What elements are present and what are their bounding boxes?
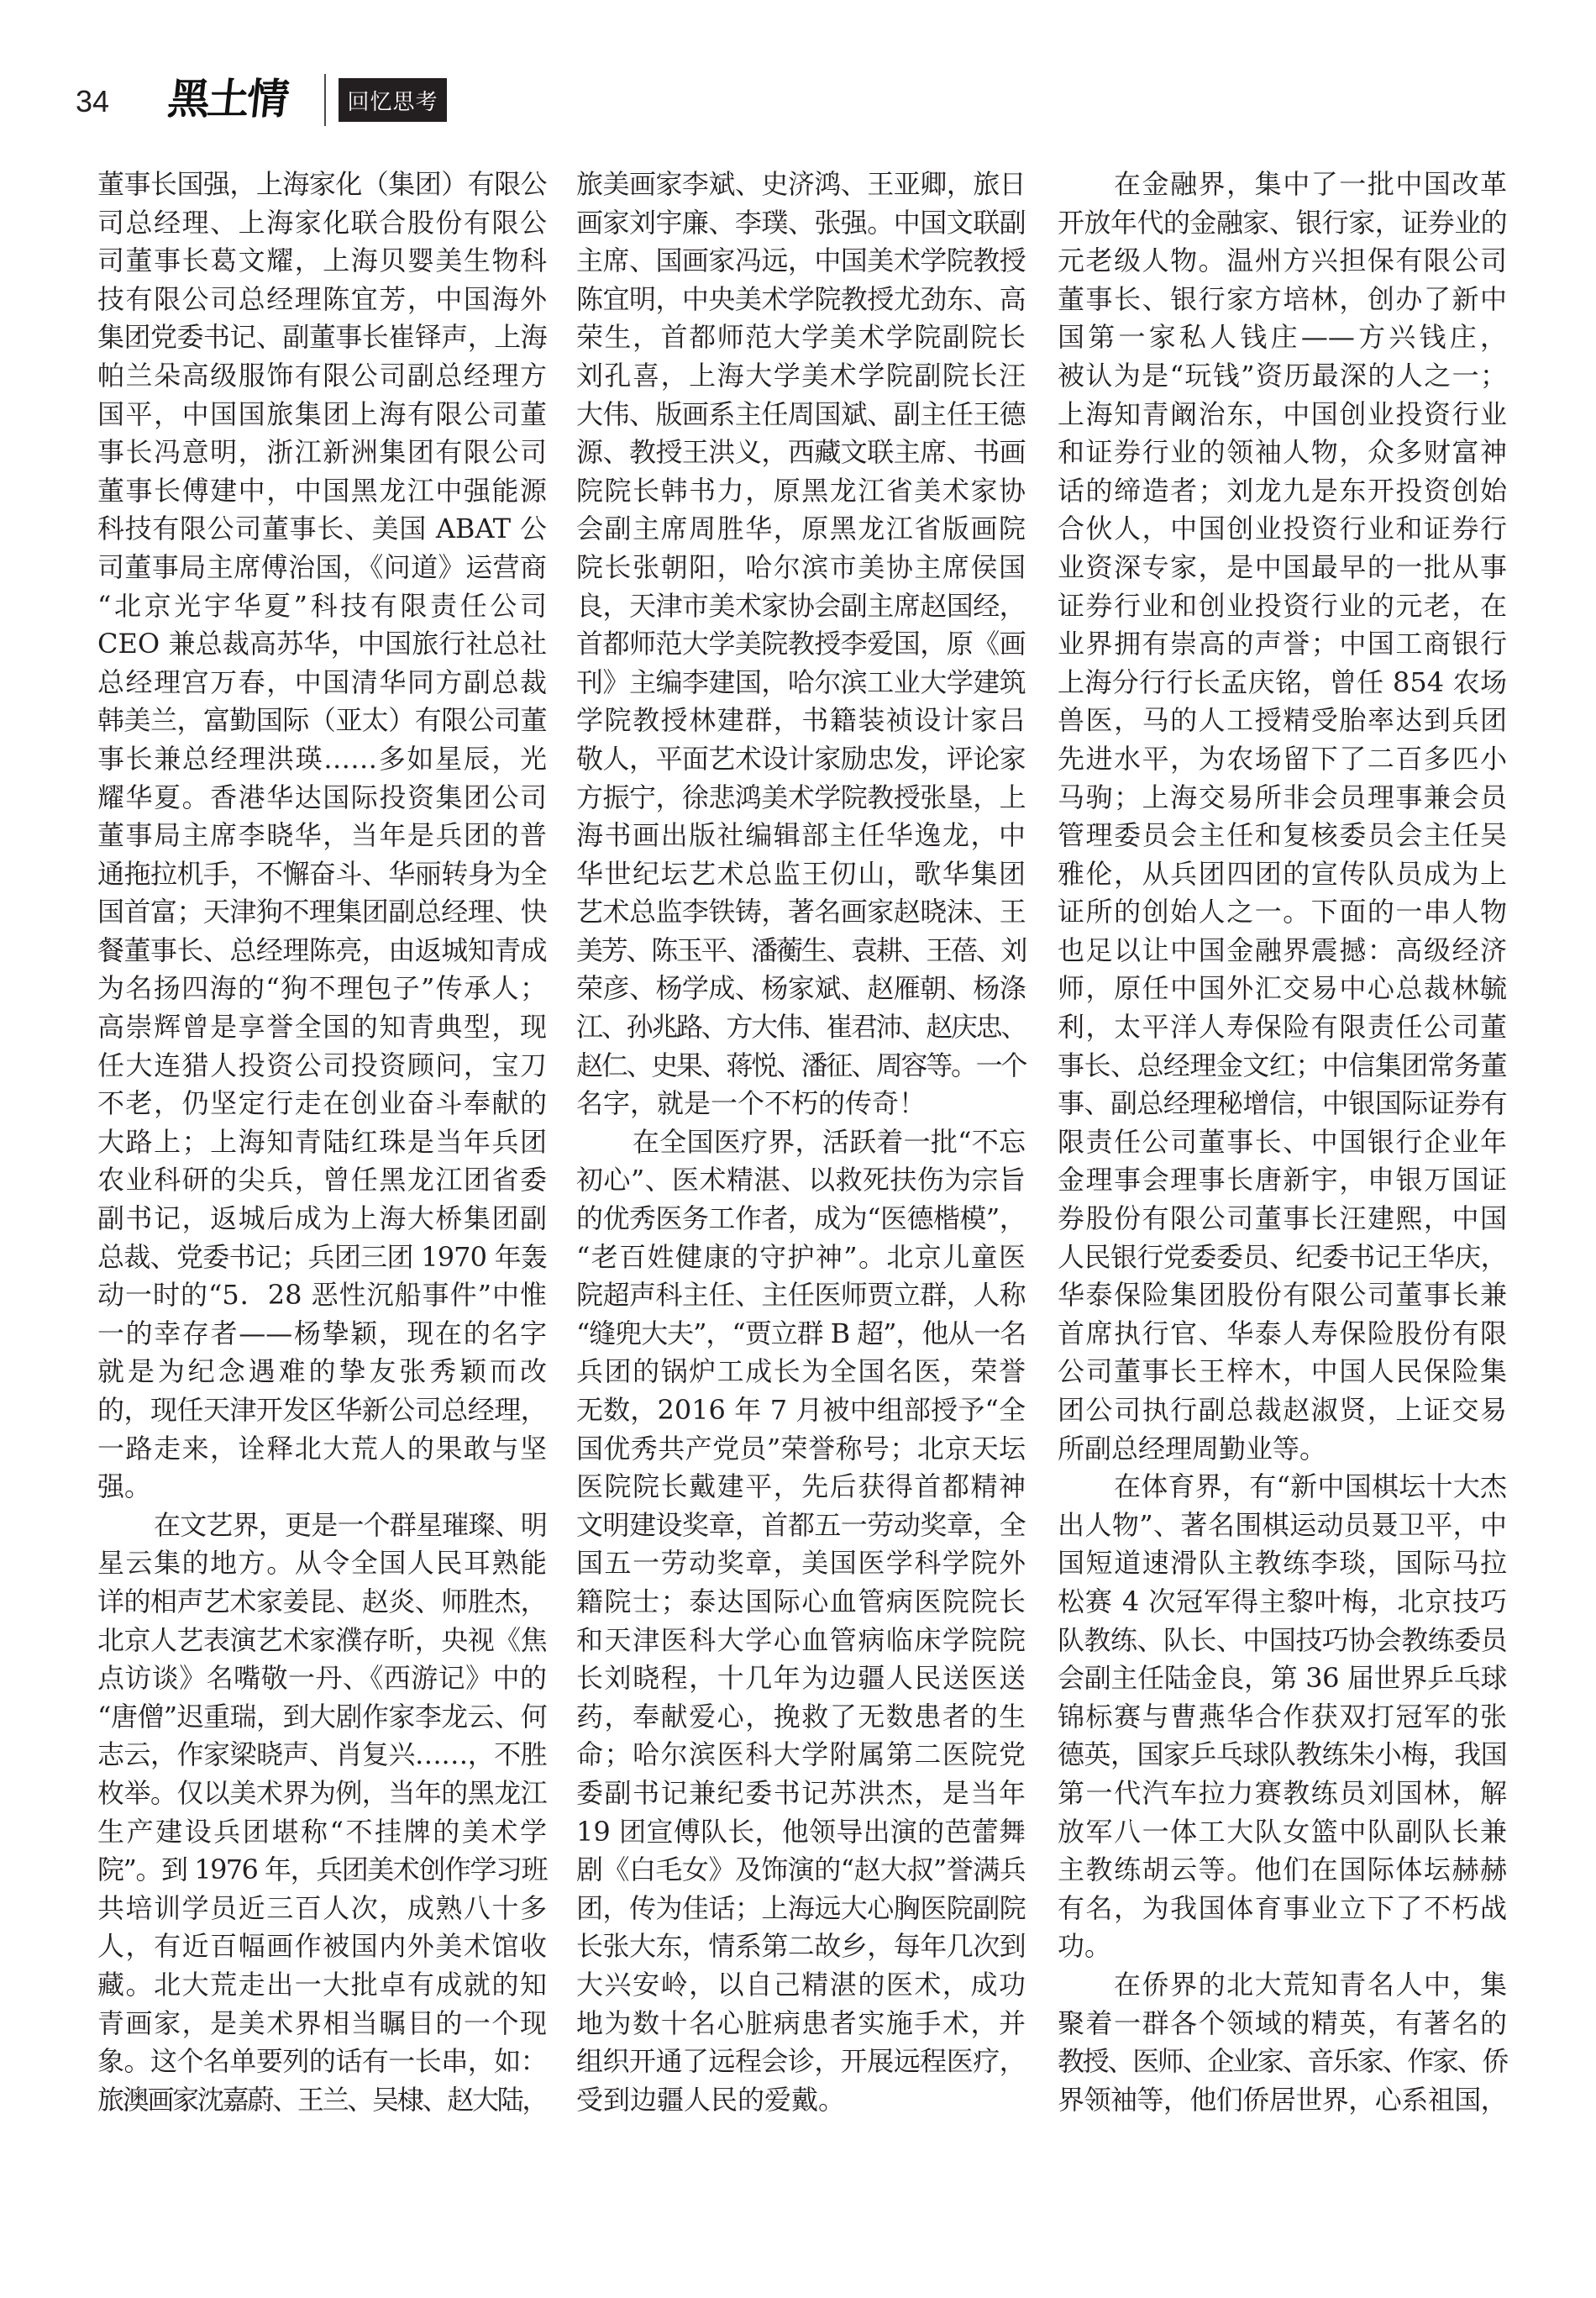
text-line: 旅澳画家沈嘉蔚、王兰、吴棣、赵大陆， [97,2083,547,2116]
text-line: 详的相声艺术家姜昆、赵炎、师胜杰， [97,1585,547,1617]
text-line: 司董事局主席傅治国，《问道》运营商 [97,550,547,583]
text-line: 源、教授王洪义，西藏文联主席、书画 [576,436,1026,469]
text-line: 锦标赛与曹燕华合作获双打冠军的张 [1058,1700,1507,1733]
text-line: 在侨界的北大荒知青名人中，集 [1114,1968,1507,2001]
text-line: 籍院士；泰达国际心血管病医院院长 [576,1585,1026,1617]
text-line: 司总经理、上海家化联合股份有限公 [97,206,547,239]
text-line: 受到边疆人民的爱戴。 [576,2083,846,2116]
text-line: 在全国医疗界，活跃着一批“不忘 [633,1125,1026,1158]
text-line: 艺术总监李铁铸，著名画家赵晓沫、王 [576,896,1026,928]
text-line: 院院长韩书力，原黑龙江省美术家协 [576,474,1026,507]
text-line: 证券行业和创业投资行业的元老，在 [1058,589,1507,622]
text-line: 被认为是“玩钱”资历最深的人之一； [1058,359,1507,392]
text-line: CEO 兼总裁高苏华，中国旅行社总社 [97,628,547,660]
page-number: 34 [76,84,110,118]
text-line: 限责任公司董事长、中国银行企业年 [1058,1125,1507,1158]
text-line: 敬人，平面艺术设计家励忠发，评论家 [576,742,1026,775]
text-line: 方振宁，徐悲鸿美术学院教授张垦，上 [576,781,1026,813]
paragraph [1058,166,1507,1468]
text-line: 荣彦、杨学成、杨家斌、赵雁朝、杨涤 [576,972,1026,1005]
text-line: 通拖拉机手，不懈奋斗、华丽转身为全 [97,857,547,890]
text-line: 荣生，首都师范大学美术学院副院长 [576,321,1026,354]
paragraph [1058,1468,1507,1966]
magazine-logo: 黑土情 [165,74,290,124]
text-line: 事长、总经理金文红；中信集团常务董 [1058,1049,1507,1081]
text-line: 总裁、党委书记；兵团三团 1970 年轰 [97,1240,547,1273]
text-line: 界领袖等，他们侨居世界，心系祖国， [1058,2083,1507,2116]
text-line: 大兴安岭，以自己精湛的医术，成功 [576,1968,1026,2001]
text-line: 业界拥有崇高的声誉；中国工商银行 [1058,628,1507,660]
text-line: 的，现任天津开发区华新公司总经理， [97,1394,547,1426]
text-line: 事、副总经理秘增信，中银国际证券有 [1058,1087,1507,1120]
text-line: 农业科研的尖兵，曾任黑龙江团省委 [97,1164,547,1196]
text-line: “唐僧”迟重瑞，到大剧作家李龙云、何 [97,1700,547,1733]
text-line: 管理委员会主任和复核委员会主任吴 [1058,819,1507,852]
text-line: 生产建设兵团堪称“不挂牌的美术学 [97,1815,547,1848]
text-line: 松赛 4 次冠军得主黎叶梅，北京技巧 [1058,1585,1507,1617]
text-line: 业资深专家，是中国最早的一批从事 [1058,550,1507,583]
text-line: 先进水平，为农场留下了二百多匹小 [1058,742,1507,775]
text-line: 韩美兰，富勤国际（亚太）有限公司董 [97,704,547,737]
text-line: 集团党委书记、副董事长崔铎声，上海 [97,321,547,354]
text-line: 刘孔喜，上海大学美术学院副院长汪 [576,359,1026,392]
text-line: 长张大东，情系第二故乡，每年几次到 [576,1930,1026,1963]
text-line: 国优秀共产党员”荣誉称号；北京天坛 [576,1432,1026,1465]
text-line: 共培训学员近三百人次，成熟八十多 [97,1891,547,1924]
text-line: 放军八一体工大队女篮中队副队长兼 [1058,1815,1507,1848]
text-line: 名字，就是一个不朽的传奇！ [576,1087,927,1120]
text-line: 国第一家私人钱庄——方兴钱庄， [1058,321,1507,354]
text-line: 在文艺界，更是一个群星璀璨、明 [154,1508,547,1541]
text-line: 刊》主编李建国，哈尔滨工业大学建筑 [576,665,1026,698]
text-line: 利，太平洋人寿保险有限责任公司董 [1058,1011,1507,1044]
text-line: 高崇辉曾是享誉全国的知青典型，现 [97,1011,547,1044]
text-line: 江、孙兆路、方大伟、崔君沛、赵庆忠、 [576,1011,1026,1044]
text-line: 藏。北大荒走出一大批卓有成就的知 [97,1968,547,2001]
text-line: “老百姓健康的守护神”。北京儿童医 [576,1240,1026,1273]
text-line: 院长张朝阳，哈尔滨市美协主席侯国 [576,550,1026,583]
text-line: 董事长、银行家方培林，创办了新中 [1058,282,1507,315]
text-line: 司董事长葛文耀，上海贝婴美生物科 [97,245,547,277]
text-line: 耀华夏。香港华达国际投资集团公司 [97,781,547,813]
section-label: 回忆思考 [339,78,447,122]
text-line: 文明建设奖章，首都五一劳动奖章，全 [576,1508,1026,1541]
text-line: 枚举。仅以美术界为例，当年的黑龙江 [97,1776,547,1809]
text-line: 北京人艺表演艺术家濮存昕，央视《焦 [97,1623,547,1656]
article-column-1 [97,166,547,2119]
text-line: “缝兜大夫”，“贾立群 B 超”，他从一名 [576,1317,1026,1349]
text-line: 华世纪坛艺术总监王仞山，歌华集团 [576,857,1026,890]
text-line: 点访谈》名嘴敬一丹、《西游记》中的 [97,1662,547,1695]
text-line: 事长兼总经理洪瑛……多如星辰，光 [97,742,547,775]
text-line: “北京光宇华夏”科技有限责任公司 [97,589,547,622]
text-line: 公司董事长王梓木，中国人民保险集 [1058,1355,1507,1388]
text-line: 一路走来，诠释北大荒人的果敢与坚 [97,1432,547,1465]
text-line: 总经理宫万春，中国清华同方副总裁 [97,665,547,698]
text-line: 和天津医科大学心血管病临床学院院 [576,1623,1026,1656]
text-line: 帕兰朵高级服饰有限公司副总经理方 [97,359,547,392]
text-line: 董事局主席李晓华，当年是兵团的普 [97,819,547,852]
text-line: 旅美画家李斌、史济鸿、王亚卿，旅日 [576,168,1026,200]
text-line: 地为数十名心脏病患者实施手术，并 [576,2006,1026,2039]
text-line: 在体育界，有“新中国棋坛十大杰 [1114,1470,1507,1503]
text-line: 院超声科主任、主任医师贾立群，人称 [576,1279,1026,1312]
text-line: 上海知青阚治东，中国创业投资行业 [1058,397,1507,430]
text-line: 国五一劳动奖章，美国医学科学院外 [576,1547,1026,1580]
text-line: 就是为纪念遇难的挚友张秀颖而改 [97,1355,547,1388]
text-line: 团，传为佳话；上海远大心胸医院副院 [576,1891,1026,1924]
paragraph [1058,1966,1507,2119]
text-line: 任大连猎人投资公司投资顾问，宝刀 [97,1049,547,1081]
text-line: 兵团的锅炉工成长为全国名医，荣誉 [576,1355,1026,1388]
text-line: 为名扬四海的“狗不理包子”传承人； [97,972,547,1005]
text-line: 券股份有限公司董事长汪建熙，中国 [1058,1202,1507,1235]
text-line: 技有限公司总经理陈宜芳，中国海外 [97,282,547,315]
text-line: 药，奉献爱心，挽救了无数患者的生 [576,1700,1026,1733]
text-line: 兽医，马的人工授精受胎率达到兵团 [1058,704,1507,737]
text-line: 强。 [97,1470,152,1503]
text-line: 剧《白毛女》及饰演的“赵大叔”誉满兵 [576,1854,1026,1886]
text-line: 聚着一群各个领域的精英，有著名的 [1058,2006,1507,2039]
text-line: 功。 [1058,1930,1112,1963]
text-line: 美芳、陈玉平、潘蘅生、袁耕、王蓓、刘 [576,933,1026,966]
text-line: 19 团宣傅队长，他领导出演的芭蕾舞 [576,1815,1026,1848]
text-line: 第一代汽车拉力赛教练员刘国林，解 [1058,1776,1507,1809]
text-line: 学院教授林建群，书籍装祯设计家吕 [576,704,1026,737]
text-line: 德英，国家乒乓球队教练朱小梅，我国 [1058,1738,1507,1771]
text-line: 医院院长戴建平，先后获得首都精神 [576,1470,1026,1503]
text-line: 初心”、医术精湛、以救死扶伤为宗旨 [576,1164,1026,1196]
paragraph [576,166,1026,1123]
text-line: 话的缔造者；刘龙九是东开投资创始 [1058,474,1507,507]
text-line: 国平，中国国旅集团上海有限公司董 [97,397,547,430]
text-line: 青画家，是美术界相当瞩目的一个现 [97,2006,547,2039]
text-line: 餐董事长、总经理陈亮，由返城知青成 [97,933,547,966]
text-line: 证所的创始人之一。下面的一串人物 [1058,896,1507,928]
text-line: 会副主席周胜华，原黑龙江省版画院 [576,513,1026,545]
text-line: 星云集的地方。从令全国人民耳熟能 [97,1547,547,1580]
text-line: 雅伦，从兵团四团的宣传队员成为上 [1058,857,1507,890]
text-line: 的优秀医务工作者，成为“医德楷模”， [576,1202,1026,1235]
text-line: 合伙人，中国创业投资行业和证券行 [1058,513,1507,545]
text-line: 会副主任陆金良，第 36 届世界乒乓球 [1058,1662,1507,1695]
header-divider [324,74,326,126]
text-line: 国首富；天津狗不理集团副总经理、快 [97,896,547,928]
text-line: 长刘晓程，十几年为边疆人民送医送 [576,1662,1026,1695]
text-line: 和证券行业的领袖人物，众多财富神 [1058,436,1507,469]
text-line: 董事长国强，上海家化（集团）有限公 [97,168,547,200]
text-line: 有名，为我国体育事业立下了不朽战 [1058,1891,1507,1924]
text-line: 教授、医师、企业家、音乐家、作家、侨 [1058,2045,1507,2078]
text-line: 大伟、版画系主任周国斌、副主任王德 [576,397,1026,430]
text-line: 海书画出版社编辑部主任华逸龙，中 [576,819,1026,852]
text-line: 国短道速滑队主教练李琰，国际马拉 [1058,1547,1507,1580]
text-line: 赵仁、史果、蒋悦、潘征、周容等。一个 [576,1049,1026,1081]
text-line: 华泰保险集团股份有限公司董事长兼 [1058,1279,1507,1312]
text-line: 金理事会理事长唐新宇，申银万国证 [1058,1164,1507,1196]
paragraph [576,1123,1026,2119]
text-line: 主席、国画家冯远，中国美术学院教授 [576,245,1026,277]
text-line: 命；哈尔滨医科大学附属第二医院党 [576,1738,1026,1771]
text-line: 画家刘宇廉、李璞、张强。中国文联副 [576,206,1026,239]
text-line: 元老级人物。温州方兴担保有限公司 [1058,245,1507,277]
text-line: 志云，作家梁晓声、肖复兴……，不胜 [97,1738,547,1771]
text-line: 事长冯意明，浙江新洲集团有限公司 [97,436,547,469]
text-line: 出人物”、著名围棋运动员聂卫平，中 [1058,1508,1507,1541]
text-line: 陈宜明，中央美术学院教授尤劲东、高 [576,282,1026,315]
text-line: 大路上；上海知青陆红珠是当年兵团 [97,1125,547,1158]
text-line: 开放年代的金融家、银行家，证券业的 [1058,206,1507,239]
article-column-3 [1058,166,1507,2119]
text-line: 科技有限公司董事长、美国 ABAT 公 [97,513,547,545]
text-line: 象。这个名单要列的话有一长串，如： [97,2045,547,2078]
text-line: 副书记，返城后成为上海大桥集团副 [97,1202,547,1235]
text-line: 组织开通了远程会诊，开展远程医疗， [576,2045,1026,2078]
text-line: 队教练、队长、中国技巧协会教练委员 [1058,1623,1507,1656]
text-line: 动一时的“5．28 恶性沉船事件”中惟 [97,1279,547,1312]
text-line: 人民银行党委委员、纪委书记王华庆， [1058,1240,1507,1273]
text-line: 主教练胡云等。他们在国际体坛赫赫 [1058,1854,1507,1886]
text-line: 委副书记兼纪委书记苏洪杰，是当年 [576,1776,1026,1809]
text-line: 团公司执行副总裁赵淑贤，上证交易 [1058,1394,1507,1426]
paragraph [97,1507,547,2120]
text-line: 首席执行官、华泰人寿保险股份有限 [1058,1317,1507,1349]
text-line: 人，有近百幅画作被国内外美术馆收 [97,1930,547,1963]
text-line: 上海分行行长孟庆铭，曾任 854 农场 [1058,665,1507,698]
text-line: 所副总经理周勤业等。 [1058,1432,1327,1465]
text-line: 师，原任中国外汇交易中心总裁林毓 [1058,972,1507,1005]
text-line: 马驹；上海交易所非会员理事兼会员 [1058,781,1507,813]
text-line: 良，天津市美术家协会副主席赵国经， [576,589,1026,622]
text-line: 在金融界，集中了一批中国改革 [1114,168,1507,200]
paragraph [97,166,547,1507]
text-line: 院”。到 1976 年，兵团美术创作学习班 [97,1854,547,1886]
text-line: 首都师范大学美院教授李爱国，原《画 [576,628,1026,660]
article-column-2 [576,166,1026,2119]
text-line: 一的幸存者——杨挚颖，现在的名字 [97,1317,547,1349]
text-line: 无数，2016 年 7 月被中组部授予“全 [576,1394,1026,1426]
text-line: 不老，仍坚定行走在创业奋斗奉献的 [97,1087,547,1120]
text-line: 董事长傅建中，中国黑龙江中强能源 [97,474,547,507]
text-line: 也足以让中国金融界震撼：高级经济 [1058,933,1507,966]
